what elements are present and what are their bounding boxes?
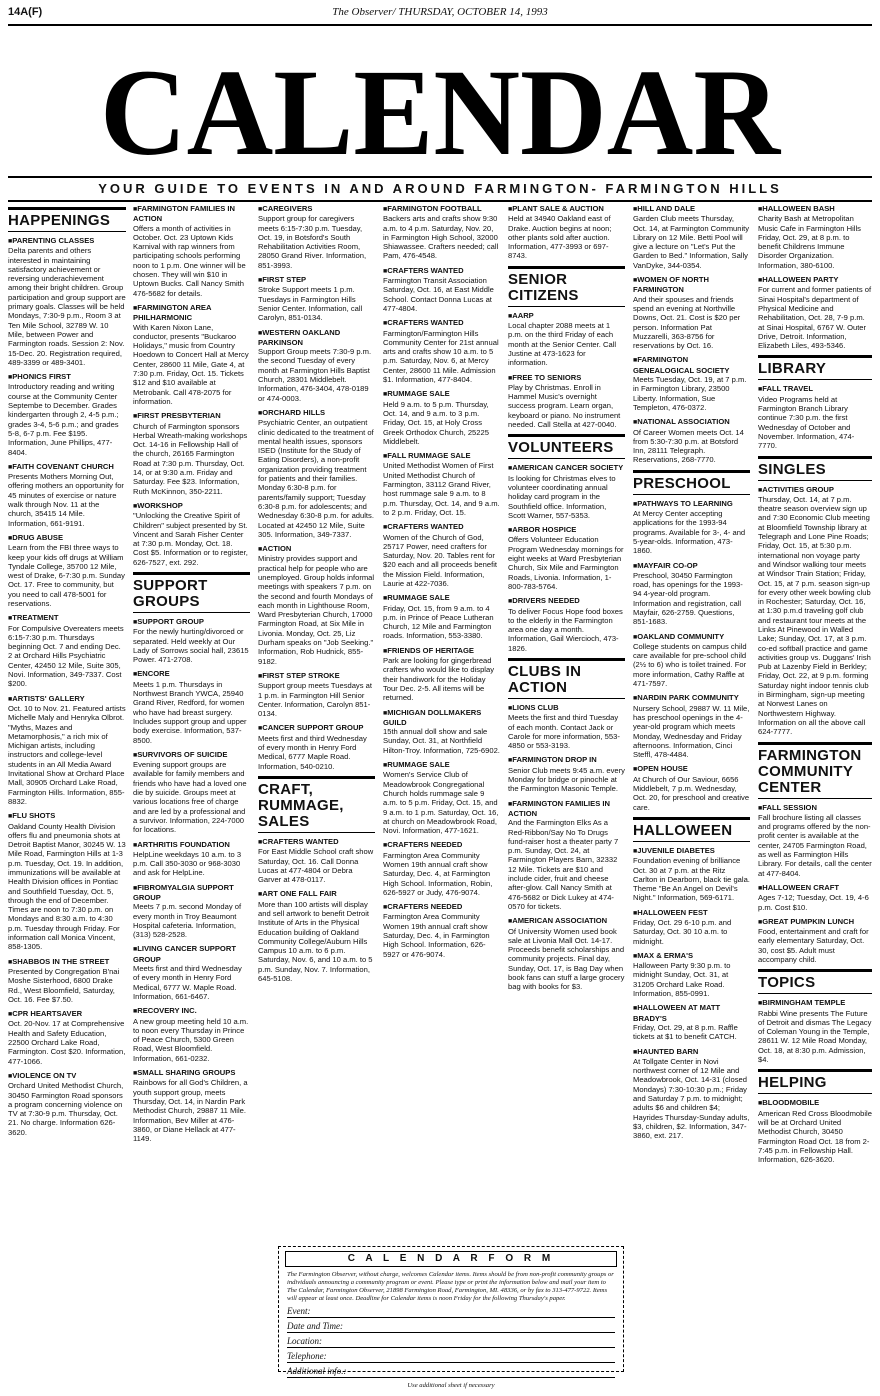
calendar-item [133,840,250,878]
calendar-item-body: Preschool, 30450 Farmington road, has openings for the 1993-94 4-year-old program. Information and registration, call Mayfair, 626-2759. Questions, 851-1683. [633,570,743,627]
calendar-item-title: ■ ACTION [258,544,375,554]
calendar-item [508,204,625,261]
calendar-item [508,703,625,750]
calendar-item-body: Meets Tuesday, Oct. 19, at 7 p.m. in Farmington Library, 23500 Liberty. Information, Sue Templeton, 476-0372. [633,375,747,412]
column-3 [258,204,375,1364]
calendar-item-body: For East Middle School craft show Saturday, Oct. 16. Call Donna Lucas at 477-4804 or Debra Garver at 478-0117. [258,847,374,885]
calendar-item-body: Church of Farmington sponsors Herbal Wreath-making workshops Oct. 14-16 in Fellowship Hall of the church, 26165 Farmington Road at 7:30 p.m. Thursday, Oct. 14, or at 9:30 a.m. Friday and Saturday. Fee $23. Information, Ruth McKinnon, 350-2211. [133,421,248,496]
calendar-item [8,462,126,528]
calendar-item-title: ■ AMERICAN CANCER SOCIETY [508,463,625,473]
form-field-additional-info[interactable]: Additional info.: [287,1365,615,1378]
calendar-item-title: ■ FLU SHOTS [8,811,126,821]
calendar-item-body: 15th annual doll show and sale Sunday, Oct. 31, at Northfield Hilton-Troy. Information, 725-6902. [383,727,500,755]
calendar-item-body: Rabbi Wine presents The Future of Detroit and dismas The Legacy of Coleman Young in the Temple, 28611 W. 12 Mile Road Monday, Oct. 18, at 8:30 p.m. Admission, $4. [758,1008,872,1065]
calendar-item-body: Learn from the FBI three ways to keep your kids off drugs at William Tyndale College, 35700 12 Mile, west of Drake, 6-7:30 p.m. Sunday Oct. 17. Free to community, but you need to call 478-5001 for reservations. [8,543,125,608]
calendar-item [508,311,625,368]
calendar-item-body: Charity Bash at Metropolitan Music Cafe in Farmington Hills Friday, Oct. 29, at 8 p.m. to benefit Childrens Immune Disorder Organization. Information, 380-6100. [758,214,861,270]
calendar-item [258,204,375,270]
calendar-item [8,811,126,951]
calendar-item-title: ■ CANCER SUPPORT GROUP [258,723,375,733]
calendar-item-title: ■ PARENTING CLASSES [8,236,126,246]
calendar-item [258,889,375,983]
calendar-item-body: Of University Women used book sale at Livonia Mall Oct. 14-17. Proceeds benefit scholarships and community projects. Final day, Sunday, Oct. 17, is Bag Day when book fans can stuff a large grocery bag with books for $3. [508,926,625,992]
calendar-item [8,1071,126,1137]
calendar-item [508,755,625,793]
calendar-item-title: ■ TREATMENT [8,613,126,623]
paper-dateline: The Observer/ THURSDAY, OCTOBER 14, 1993 [332,6,548,18]
calendar-item-body: Foundation evening of brilliance Oct. 30 at 7 p.m. at the Ritz Carlton in Dearborn, black tie gala. Theme "Be An Angel on Devil's Night." Information, 569-6171. [633,856,750,903]
column-6 [633,204,750,1364]
calendar-item-title: ■ AMERICAN ASSOCIATION [508,916,625,926]
calendar-item [633,275,750,350]
column-1 [8,204,126,1364]
calendar-item [633,764,750,811]
calendar-item-body: Food, entertainment and craft for early elementary Saturday, Oct. 30, cost $5. Adult must accompany child. [758,927,869,964]
section-heading: HALLOWEEN [633,817,750,842]
calendar-item-body: At Mercy Center accepting applications for the 1993-94 programs. Available for 3-, 4- and 5-year-olds. Information, 473-1860. [633,509,746,556]
calendar-item [8,533,126,608]
calendar-item [758,883,872,912]
calendar-item-title: ■ CPR HEARTSAVER [8,1009,126,1019]
calendar-item [758,275,872,350]
calendar-item-title: ■ FALL RUMMAGE SALE [383,451,500,461]
calendar-item-body: Offers a month of activities in October. Oct. 23 Uptown Kids Karnival with rap winners from participating schools performing noon to 1 p.m. One winner will be chosen. They will win $10 in Uptown Bucks. Call Nancy Smith 476-5682 for details. [133,223,246,298]
calendar-item [383,760,500,835]
calendar-item [758,917,872,964]
calendar-item-body: Presents Mothers Morning Out, offering mothers an opportunity for 45 minutes of exercise or nature walk through Nov. 11 at the church, 35415 14 Mile. Information, 661-9191. [8,472,124,528]
calendar-item-body: Offers Volunteer Education Program Wednesday mornings for eight weeks at Ward Presbyterian Church, Six Mile and Farmington Roads, Livonia. Information, 1-800-783-5764. [508,535,624,591]
column-5 [508,204,625,1364]
calendar-item-title: ■ CRAFTERS WANTED [258,837,375,847]
calendar-columns [8,204,872,1364]
calendar-item [133,669,250,744]
calendar-item-title: ■ FALL SESSION [758,803,872,813]
calendar-item-body: Women's Service Club of Meadowbrook Congregational Church holds rummage sale 9 a.m. to 5 p.m. Friday, Oct. 15, and 9 a.m. to 1 p.m. Saturday, Oct. 16, at church on Meadowbrook Road, Novi. Information, 477-1621. [383,770,499,836]
calendar-item-body: A new group meeting held 10 a.m. to noon every Thursday in Prince of Peace Church, 5300 Green Road, West Bloomfield. Information, 661-0232. [133,1016,249,1063]
calendar-item-body: Evening support groups are available for family members and friends who have had a loved one die by suicide. Groups meet at various locations free of charge and are led by a professional and a survivor. Information, 224-7000 for locations. [133,760,247,835]
calendar-item-body: Support group meets Tuesdays at 1 p.m. in Farmington Hill Senior Center. Information, Carolyn 851-0134. [258,681,372,719]
calendar-item-title: ■ HILL AND DALE [633,204,750,214]
calendar-item [383,204,500,261]
calendar-item [508,373,625,430]
calendar-item-body: And the Farmington Elks As a Red-Ribbon/Say No To Drugs fund-raiser host a theater party 7 p.m. Sunday, Oct. 24, at Farmington Players Barn, 32332 12 Mile. Tickets are $10 and include cider, fruit and cheese after-glow. Call Nancy Smith at 476-5682 or Dick Lukey at 474-0570 for tickets. [508,818,619,911]
calendar-item [383,451,500,517]
calendar-item [8,694,126,807]
calendar-item-body: American Red Cross Bloodmobile will be at Orchard United Methodist Church, 30450 Farmington Road Oct. 18 from 2-7:45 p.m. in Fellowship Hall. Information, 626-3620. [758,1108,872,1165]
calendar-item-title: ■ HALLOWEEN AT MATT BRADY'S [633,1003,750,1023]
calendar-item-body: Garden Club meets Thursday, Oct. 14, at Farmington Community Library on 12 Mile. Betti Pool will give a lecture on "Let's Put the Garden to Bed." Information, Sally VanDyke, 344-0354. [633,214,750,270]
calendar-item-body: Play by Christmas. Enroll in Hammel Music's overnight success program. Learn organ, keyboard or piano. No instrument needed. Call Stella at 427-0040. [508,382,621,430]
calendar-item-title: ■ WORKSHOP [133,501,250,511]
calendar-item-title: ■ HALLOWEEN BASH [758,204,872,214]
calendar-item [383,902,500,959]
calendar-item [133,501,250,567]
calendar-item-title: ■ BLOODMOBILE [758,1098,872,1108]
calendar-item-body: Psychiatric Center, an outpatient clinic dedicated to the treatment of mental health issues, sponsors ISED (Institute for the Study of Eating Disorders), a non-profit organization providing treatment for patients and their families. Monday 6:30-8 p.m. for parents/family support; Tuesday 6:30-8 p.m. for adolescents; and Wednesday 6:30-8 p.m. for adults. Located at 42450 12 Mile, Suite 305. Information, 349-7337. [258,418,374,539]
calendar-item-body: Nursery School, 29887 W. 11 Mile, has preschool openings in the 4-year-old program which meets Monday, Wednesday and Friday afternoons. Information, Cinci Steffl, 478-4484. [633,703,750,760]
calendar-item-title: ■ FIRST STEP [258,275,375,285]
calendar-item-body: Ministry provides support and practical help for people who are unemployed. Group holds informal meetings with speakers 7 p.m. on the second and fourth Mondays of each month in Lighthouse Room, Ward Presbyterian Church, 17000 Farmington Road, at Six Mile in Livonia. Monday, Oct. 25, Liz Durham speaks on "Job Seeking." Information, Rob Hudnick, 855-9182. [258,554,375,666]
calendar-item [8,1009,126,1066]
section-heading: SENIOR CITIZENS [508,266,625,307]
calendar-item-title: ■ NATIONAL ASSOCIATION [633,417,750,427]
calendar-item-body: Farmington Area Community Women 19th annual craft show Saturday, Dec. 4, in Farmington High School. Information, 626-5927 or 476-9074. [383,912,490,959]
calendar-item [633,417,750,464]
calendar-form [278,1246,624,1389]
calendar-banner-art [95,46,785,166]
calendar-item [8,372,126,457]
calendar-item [633,204,750,270]
calendar-item-body: Meets the first and third Tuesday of each month. Contact Jack or Carole for more information, 553-4850 or 553-3193. [508,713,620,751]
calendar-item [133,1068,250,1143]
calendar-item-body: Meets 7 p.m. second Monday of every month in Troy Beaumont Hospital cafeteria. Information, (313) 528-2528. [133,902,242,940]
calendar-item-title: ■ ARTHRITIS FOUNDATION [133,840,250,850]
calendar-item-title: ■ CRAFTERS WANTED [383,522,500,532]
calendar-item [133,303,250,406]
calendar-item-body: Meets first and third Wednesday of every month in Henry Ford Medical, 6777 Maple Road. Information, 540-0210. [258,733,367,771]
calendar-item [258,408,375,539]
calendar-item [258,837,375,884]
calendar-item-body: Farmington Area Community Women 19th annual craft show Saturday, Dec. 4, at Farmington High School. Information, Robin, 626-5927 or Judy, 476-9074. [383,850,493,897]
calendar-item [383,593,500,640]
calendar-item [383,522,500,588]
calendar-item-body: Ages 7-12; Tuesday, Oct. 19, 4-6 p.m. Cost $10. [758,893,869,912]
calendar-item-body: Held at 34940 Oakland east of Drake. Auction begins at noon; other plants sold after auction. Information, 477-3993 or 697-8743. [508,214,612,261]
calendar-item [508,525,625,591]
calendar-item [133,944,250,1001]
form-field-telephone[interactable]: Telephone: [287,1350,615,1363]
calendar-item-title: ■ DRUG ABUSE [8,533,126,543]
calendar-item [633,1003,750,1041]
calendar-item-body: Presented by Congregation B'nai Moshe Sisterhood, 6800 Drake Rd., West Bloomfield, Saturday, Oct. 16. Fee $7.50. [8,966,120,1004]
calendar-item-title: ■ LIVING CANCER SUPPORT GROUP [133,944,250,964]
calendar-item-body: Support group for caregivers meets 6:15-7:30 p.m. Tuesday, Oct. 19, in Botsford's South Rehabilitation Activities Room, 28050 Grand River. Information, 851-3993. [258,214,367,270]
calendar-item-title: ■ HALLOWEEN PARTY [758,275,872,285]
calendar-item [258,328,375,403]
calendar-item-title: ■ FIRST STEP STROKE [258,671,375,681]
calendar-item-body: For Compulsive Overeaters meets 6:15-7:30 p.m. Thursdays beginning Oct. 7 and ending Dec. 2 at Orchard Hills Psychiatric Center, 42450 12 Mile, Suite 305, Novi. Information, 349-7337. Cost $200. [8,623,124,689]
section-heading: LIBRARY [758,355,872,380]
calendar-item [133,1006,250,1063]
calendar-item [633,846,750,903]
calendar-item-body: Held 9 a.m. to 5 p.m. Thursday, Oct. 14, and 9 a.m. to 3 p.m. Friday, Oct. 15, at Holy Cross Greek Orthodox Church, 25225 Middlebelt. [383,399,489,446]
calendar-item-body: Video Programs held at Farmington Branch Library continue 7:30 p.m. the first Wednesday of October and November. Information, 474-7770. [758,394,855,451]
calendar-item [758,803,872,878]
form-footnote: Use additional sheet if necessary [407,1382,495,1389]
calendar-item-title: ■ MAX & ERMA'S [633,951,750,961]
calendar-item-title: ■ FARMINGTON FAMILIES IN ACTION [508,799,625,819]
calendar-item [758,1098,872,1164]
calendar-item [508,596,625,653]
calendar-item [133,617,250,664]
calendar-item-title: ■ WESTERN OAKLAND PARKINSON [258,328,375,348]
section-heading: CLUBS IN ACTION [508,658,625,699]
calendar-item [383,708,500,755]
calendar-item [258,275,375,322]
calendar-item [383,266,500,313]
calendar-item [633,951,750,998]
page-number: 14A(F) [8,6,43,18]
calendar-item-body: To deliver Focus Hope food boxes to the elderly in the Farmington area one day a month. Information, Gail Wiercioch, 473-1826. [508,606,623,653]
calendar-item-title: ■ RUMMAGE SALE [383,389,500,399]
form-field-event[interactable]: Event: [287,1305,615,1318]
column-7 [758,204,872,1364]
calendar-item [633,355,750,412]
calendar-item-body: Farmington/Farmington Hills Community Center for 21st annual arts and crafts show 10 a.m. to 5 p.m. Saturday, Nov. 6, at Mercy Center, 28600 11 Mile. Admission $1. Information, 477-8404. [383,328,499,385]
calendar-item-body: Rainbows for all God's Children, a youth support group, meets Thursday, Oct. 14, in Nardin Park Methodist Church, 29887 11 Mile. Information, Bev Miller at 476-3860, or Diane Hellack at 477-1149. [133,1078,248,1144]
calendar-item-body: Senior Club meets 9:45 a.m. every Monday for bridge or pinochle at the Farmington Masonic Temple. [508,765,625,794]
calendar-item-title: ■ PLANT SALE & AUCTION [508,204,625,214]
calendar-item-title: ■ PATHWAYS TO LEARNING [633,499,750,509]
calendar-item-body: Of Career Women meets Oct. 14 from 5:30-7:30 p.m. at Botsford Inn, 28111 Telegraph. Reservations, 268-7770. [633,427,744,465]
section-heading: CRAFT, RUMMAGE, SALES [258,776,375,833]
calendar-item-title: ■ NARDIN PARK COMMUNITY [633,693,750,703]
calendar-item [508,916,625,991]
calendar-item-title: ■ ACTIVITIES GROUP [758,485,872,495]
calendar-item-body: More than 100 artists will display and sell artwork to benefit Detroit Institute of Arts in the Physical Education building of Oakland Community College/Auburn Hills Campus 10 a.m. to 6 p.m. Saturday, Nov. 6, and 10 a.m. to 5 p.m. Sunday, Nov. 7. Information, 645-5108. [258,899,373,984]
calendar-form-title: C A L E N D A R F O R M [285,1251,617,1267]
calendar-item-title: ■ FRIENDS OF HERITAGE [383,646,500,656]
calendar-item-title: ■ FAITH COVENANT CHURCH [8,462,126,472]
calendar-item-body: Friday, Oct. 29, at 8 p.m. Raffle tickets at $1 to benefit CATCH. [633,1022,738,1042]
calendar-item-body: Fall brochure listing all classes and programs offered by the non-profit center is available at the center, 24705 Farmington Road, as well as Farmington Hills Library. For details, call the center at 477-8404. [758,812,872,878]
section-heading: PRESCHOOL [633,470,750,495]
page-header [8,4,872,22]
calendar-item [633,693,750,759]
calendar-item-body: For current and former patients of Sinai Hospital's department of Physical Medicine and Rehabilitation, Oct. 28, 7-9 p.m. at Sinai Hospital, 6767 W. Outer Drive, Detroit. Information, Elizabeth Liles, 493-5346. [758,285,872,351]
calendar-item [258,671,375,718]
calendar-item-title: ■ DRIVERS NEEDED [508,596,625,606]
section-heading: VOLUNTEERS [508,434,625,459]
calendar-item-title: ■ FIBROMYALGIA SUPPORT GROUP [133,883,250,903]
calendar-item-title: ■ PHONICS FIRST [8,372,126,382]
calendar-item-body: Meets 1 p.m. Thursdays in Northwest Branch YWCA, 25940 Grand River, Redford, for women who have had breast surgery. Includes support group and upper body exercise. Information, 537-8500. [133,679,247,745]
calendar-item-title: ■ SUPPORT GROUP [133,617,250,627]
calendar-item [133,204,250,298]
calendar-item-body: Oakland County Health Division offers flu and pneumonia shots at Detroit Baptist Manor, 30245 W. 13 Mile Road, Farmington Hills at 1-3 p.m. Tuesday, Oct. 19. In addition, immunizations will be available at Health Division offices in Pontiac and Southfield Tuesday, Oct. 5, through the end of December. Times are noon to 7:30 p.m. on Mondays and 8:30 a.m. to 4:30 p.m. Tuesday through Friday. For information call Monica Vincent, 858-1305. [8,821,126,952]
calendar-item-body: HelpLine weekdays 10 a.m. to 3 p.m. Call 350-3030 or 968-3030 and ask for HelpLine. [133,849,242,878]
calendar-item-body: Backers arts and crafts show 9:30 a.m. to 4 p.m. Saturday, Nov. 20, in Farmington High School, 32000 Shiawassee. Crafters needed; call Pam, 476-4548. [383,214,499,261]
calendar-item [758,998,872,1064]
header-rule [8,24,872,26]
calendar-item [258,544,375,666]
calendar-item-title: ■ RUMMAGE SALE [383,760,500,770]
calendar-item-title: ■ FREE TO SENIORS [508,373,625,383]
section-heading: FARMINGTON COMMUNITY CENTER [758,742,872,799]
calendar-item-body: Thursday, Oct. 14, at 7 p.m. theatre season overview sign up and 7:30 Economic Club meeting at Bloomfield Township library at Telegraph and Lone Pine Roads; Friday, Oct. 15, at 5:30 p.m. international non voyage party and Windsor walking tour meets at Windsor Train Station; Friday, Oct. 15, at 7 p.m. season sign-up for every other week bowling club in Rochester; Saturday, Oct. 16, at 1:30 p.m.d traveling golf club and restaurant tour meets at the Links At Pinewood in Walled Lake; Sunday, Oct. 17, at 3 p.m. co-ed softball practice and game activities group vs. Duggans' Irish Pub at Lazenby Field in Berkley; Friday, Oct. 22, at 9 p.m. forming Saturday night indoor tennis club in Birmingham, sign-up meeting at Norwest Lanes on Northwestern Highway. Information on all the above call 624-7777. [758,494,871,737]
section-heading: SINGLES [758,456,872,481]
calendar-item [633,561,750,627]
calendar-item [8,957,126,1004]
calendar-item-title: ■ WOMEN OF NORTH FARMINGTON [633,275,750,295]
calendar-item-body: With Karen Nixon Lane, conductor, presents "Buckaroo Holidays," music from Country Hoedown to Concert Hall at Mercy Center, 28600 11 Mile, Gate 4, at 7:30 p.m. Friday, Oct. 15. Tickets $12 and $10 available at Metrobank. Call 478-2075 for information. [133,322,249,406]
calendar-item-title: ■ VIOLENCE ON TV [8,1071,126,1081]
guide-subtitle: YOUR GUIDE TO EVENTS IN AND AROUND FARMINGTON- FARMINGTON HILLS [8,176,872,202]
calendar-item-body: Friday, Oct. 15, from 9 a.m. to 4 p.m. in Prince of Peace Lutheran Church, 12 Mile and Farmington roads. Information, 553-3380. [383,603,494,641]
calendar-item-title: ■ BIRMINGHAM TEMPLE [758,998,872,1008]
calendar-item [633,908,750,946]
calendar-item-title: ■ ARTISTS' GALLERY [8,694,126,704]
calendar-item-title: ■ RUMMAGE SALE [383,593,500,603]
calendar-form-instructions: The Farmington Observer, without charge, welcomes Calendar items. Items should be from non-profit community groups or individuals announcing a community program or event. Please type or print the information below and mail your item to The Calendar, Farmington Observer, 21898 Farmington Road, Farmington, MI. 48336, or by fax to 313-477-9722. Items will appear at least once. Deadline for Calendar items is noon Friday for the following Thursday's paper. [287,1271,614,1302]
calendar-item [133,883,250,940]
calendar-item-title: ■ OAKLAND COMMUNITY [633,632,750,642]
calendar-item-body: Meets first and third Wednesday of every month in Henry Ford Medical, 6777 W. Maple Road. Information, 661-6467. [133,964,242,1001]
calendar-item-body: "Unlocking the Creative Spirit of Children" subject presented by St. Vincent and Sarah Fisher Center at 7:30 p.m. Monday, Oct. 18. Cost $5. Information or to register, 626-7527, ext. 292. [133,511,248,567]
section-heading: SUPPORT GROUPS [133,572,250,613]
calendar-item-title: ■ ENCORE [133,669,250,679]
calendar-item-title: ■ CRAFTERS NEEDED [383,902,500,912]
calendar-item-body: United Methodist Women of First United Methodist Church of Farmington, 33112 Grand River, host rummage sale 9 a.m. to 8 p.m. Thursday, Oct. 14, and 9 a.m. to 2 p.m. Friday, Oct. 15. [383,461,500,517]
calendar-item-title: ■ SHABBOS IN THE STREET [8,957,126,967]
calendar-item [133,750,250,835]
calendar-item-title: ■ SURVIVORS OF SUICIDE [133,750,250,760]
calendar-item-title: ■ RECOVERY INC. [133,1006,250,1016]
calendar-item-body: Introductory reading and writing course at the Community Center Septembe to December. Grades kindergarten through 2, 4-5 p.m.; grades 3-4, 5-6 p.m.; and grades 5-8, 6-7 p.m. Fee $195. Information, June Phillips, 477-8404. [8,382,119,457]
calendar-item-body: Farmington Transit Association Saturday, Oct. 16, at East Middle School. Contact Donna Lucas at 477-4804. [383,276,494,313]
calendar-item [633,499,750,556]
calendar-item [758,204,872,270]
section-heading: HAPPENINGS [8,207,126,232]
calendar-item [508,799,625,912]
form-field-location[interactable]: Location: [287,1335,615,1348]
calendar-item-body: And their spouses and friends spend an evening at Northville Downs, Oct. 21. Cost is $20 per person. Information Pat Muzzarelli, 363-8756 for reservations by Oct. 16. [633,294,741,351]
calendar-item-title: ■ HAUNTED BARN [633,1047,750,1057]
calendar-item [633,632,750,689]
calendar-item-body: Orchard United Methodist Church, 30450 Farmington Road sponsors a program concerning violence on TV at 7:30-9 p.m. Thursday, Oct. 21. No charge. Information 626-3620. [8,1081,124,1137]
calendar-item-title: ■ ART ONE FALL FAIR [258,889,375,899]
calendar-item-body: Women of the Church of God, 25717 Power, need crafters for Saturday, Nov. 20. Tables rent for $20 each and all proceeds benefit the Mission Field. Information, Laurie at 422-7036. [383,532,497,588]
calendar-item-title: ■ LIONS CLUB [508,703,625,713]
calendar-item-title: ■ CRAFTERS WANTED [383,318,500,328]
calendar-item [383,646,500,703]
calendar-item [383,840,500,897]
calendar-item-title: ■ FARMINGTON AREA PHILHARMONIC [133,303,250,323]
calendar-item [383,389,500,446]
calendar-item-body: Friday, Oct. 29 6-10 p.m. and Saturday, Oct. 30 10 a.m. to midnight. [633,918,732,946]
calendar-item-body: At Tollgate Center in Novi northwest corner of 12 Mile and Meadowbrook, Oct. 14-31 (closed Mondays) 7:30-10:30 p.m.; Friday and Saturday 7 p.m. to midnight; adults $6 and children $4; Hayrides Thursday-Sunday adults, $3, children, $2. Information, 347-3860, ext. 217. [633,1056,750,1141]
calendar-item-title: ■ JUVENILE DIABETES [633,846,750,856]
section-heading: HELPING [758,1069,872,1094]
column-4 [383,204,500,1364]
calendar-item [383,318,500,384]
calendar-item-body: Park are looking for gingerbread crafters who would like to display their handiwork for the Holiday Tour Dec. 2-5. All items will be returned. [383,656,495,703]
calendar-item-body: Stroke Support meets 1 p.m. Tuesdays in Farmington Hills Senior Center. Information, call Carolyn, 851-0134. [258,285,363,323]
calendar-banner [95,46,785,166]
section-heading: TOPICS [758,969,872,994]
calendar-item [758,485,872,737]
calendar-item-body: For the newly hurting/divorced or separated. Held weekly at Our Lady of Sorrows social hall, 23615 Power. 471-2708. [133,627,249,665]
calendar-item-title: ■ ORCHARD HILLS [258,408,375,418]
calendar-item-body: Oct. 20-Nov. 17 at Comprehensive Health and Safety Education, 22500 Orchard Lake Road, Farmington. Cost $20. Information, 477-1066. [8,1019,126,1066]
calendar-item-body: Support Group meets 7:30-9 p.m. the second Tuesday of every month at Farmington Hills Baptist Church, 28301 Middlebelt. Information, 476-3404, 478-0189 or 474-0003. [258,347,372,403]
calendar-item-title: ■ FARMINGTON DROP IN [508,755,625,765]
calendar-item-title: ■ AARP [508,311,625,321]
calendar-item-body: Local chapter 2088 meets at 1 p.m. on the third Friday of each month at the Senior Center. Call Justine at 473-1623 for information. [508,321,617,368]
calendar-item [133,411,250,496]
calendar-item-title: ■ OPEN HOUSE [633,764,750,774]
calendar-item-title: ■ HALLOWEEN CRAFT [758,883,872,893]
calendar-item [8,236,126,367]
calendar-item-title: ■ GREAT PUMPKIN LUNCH [758,917,872,927]
calendar-item-body: Is looking for Christmas elves to volunteer coordinating annual holiday card program in the Southfield office. Information, Scott Warner, 557-5353. [508,473,616,520]
calendar-item-title: ■ CAREGIVERS [258,204,375,214]
form-field-date-time[interactable]: Date and Time: [287,1320,615,1333]
calendar-item [8,613,126,688]
calendar-item-body: Delta parents and others interested in maintaining satisfactory achievement or reversing underachievement among their bright children. Group participation and group support are primary goals. Classes will be held Mondays, 7:30-9 p.m., Room 3 at Ten Mile School, 32789 W. 10 Mile, between Power and Farmington roads. Session 2: Nov. 15-Dec. 20. Registration required, 489-3399 or 489-3401. [8,246,126,367]
calendar-item-title: ■ FALL TRAVEL [758,384,872,394]
calendar-item-title: ■ SMALL SHARING GROUPS [133,1068,250,1078]
calendar-item [258,723,375,770]
column-2 [133,204,250,1364]
calendar-item-body: Oct. 10 to Nov. 21. Featured artists Michelle Maly and Henryka Olbrot. "Myths, Mazes and Metamorphosis," a rich mix of Michigan artists, including instructors and college-level students in an All Media Award Invitational Show at Orchard Place Mall, 30905 Orchard Lake Road, Farmington Hills. Information, 855-8832. [8,703,126,806]
calendar-item-title: ■ HALLOWEEN FEST [633,908,750,918]
calendar-item-title: ■ CRAFTERS WANTED [383,266,500,276]
calendar-item [633,1047,750,1141]
calendar-item-title: ■ MAYFAIR CO-OP [633,561,750,571]
calendar-item-title: ■ MICHIGAN DOLLMAKERS GUILD [383,708,500,728]
calendar-item [758,384,872,450]
calendar-item-title: ■ CRAFTERS NEEDED [383,840,500,850]
calendar-item-title: ■ ARBOR HOSPICE [508,525,625,535]
calendar-item-body: At Church of Our Saviour, 6656 Middlebelt, 7 p.m. Wednesday, Oct. 20, for preschool and creative care. [633,774,750,812]
calendar-item-title: ■ FARMINGTON FOOTBALL [383,204,500,214]
calendar-item [508,463,625,520]
calendar-item-body: College students on campus child care available for pre-school child (2½ to 6) who is toilet trained. For more information, Cathy Raffle at 471-7597. [633,641,747,689]
calendar-item-title: ■ FARMINGTON GENEALOGICAL SOCIETY [633,355,750,375]
calendar-item-body: Halloween Party 9:30 p.m. to midnight Sunday, Oct. 31, at 31205 Orchard Lake Road. Information, 855-0991. [633,961,731,999]
calendar-title: CALENDAR [100,46,782,166]
calendar-item-title: ■ FARMINGTON FAMILIES IN ACTION [133,204,250,224]
calendar-item-title: ■ FIRST PRESBYTERIAN [133,411,250,421]
